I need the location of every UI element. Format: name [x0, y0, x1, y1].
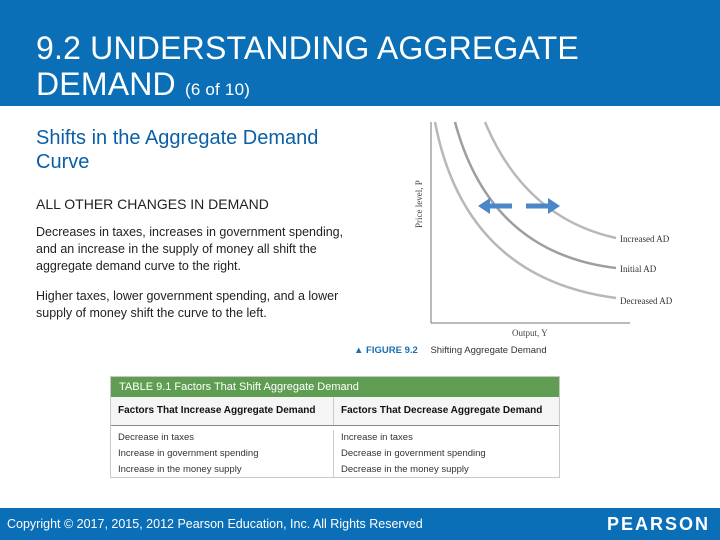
paragraph-increase: Decreases in taxes, increases in government spending, and an increase in the supply of money all shift the aggregate demand curve to the right. [36, 225, 344, 273]
factors-table [110, 376, 560, 478]
table-body [111, 426, 559, 478]
decrease-column [334, 430, 559, 478]
increase-column [111, 430, 334, 478]
label-increased-ad: Increased AD [620, 234, 670, 244]
title-bar [0, 0, 720, 106]
title-line1: 9.2 UNDERSTANDING AGGREGATE [36, 30, 579, 66]
section-heading: ALL OTHER CHANGES IN DEMAND [36, 196, 269, 212]
label-decreased-ad: Decreased AD [620, 296, 673, 306]
table-cell: Increase in government spending [118, 448, 259, 459]
table-header-row [111, 397, 559, 426]
table-cell: Decrease in government spending [341, 448, 486, 459]
pearson-logo: PEARSON [606, 514, 710, 534]
figure-caption [354, 345, 547, 356]
paragraph-decrease: Higher taxes, lower government spending, and a lower supply of money shift the curve to the left. [36, 289, 339, 320]
table-cell: Decrease in taxes [118, 432, 195, 443]
table-cell: Increase in the money supply [118, 464, 242, 475]
table-cell: Increase in taxes [341, 432, 413, 443]
shift-left-arrow [478, 198, 512, 214]
title-suffix: (6 of 10) [184, 80, 251, 99]
header-increase: Factors That Increase Aggregate Demand [111, 397, 334, 425]
slide-title [36, 30, 579, 108]
table-title: TABLE 9.1 Factors That Shift Aggregate Demand [111, 377, 559, 397]
figure-number: FIGURE 9.2 [366, 345, 418, 356]
table-cell: Decrease in the money supply [341, 464, 469, 475]
figure-caption-label: ▲ FIGURE 9.2 [354, 345, 418, 356]
figure-caption-text: Shifting Aggregate Demand [430, 345, 547, 356]
label-initial-ad: Initial AD [620, 264, 657, 274]
x-axis-label: Output, Y [512, 328, 548, 338]
slide-subtitle: Shifts in the Aggregate Demand Curve [36, 127, 319, 173]
copyright-text: Copyright © 2017, 2015, 2012 Pearson Education, Inc. All Rights Reserved [7, 517, 423, 531]
initial-ad-curve [455, 122, 616, 268]
increased-ad-curve [485, 122, 616, 238]
title-line2: DEMAND [36, 66, 176, 102]
y-axis-label: Price level, P [414, 180, 424, 228]
header-decrease: Factors That Decrease Aggregate Demand [341, 405, 543, 416]
ad-shift-figure [410, 118, 710, 368]
footer-bar [0, 508, 720, 540]
